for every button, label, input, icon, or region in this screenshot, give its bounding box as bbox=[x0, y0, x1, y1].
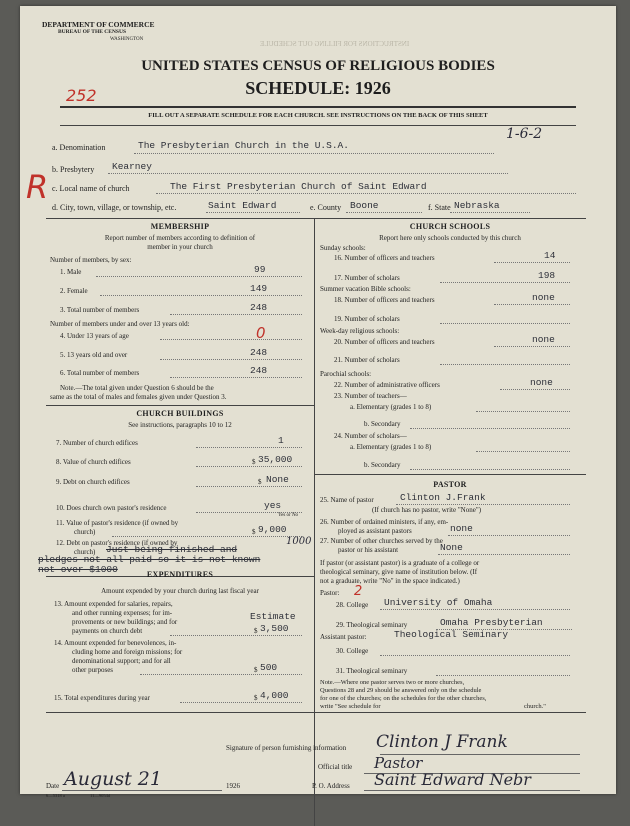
q19-label: 19. Number of scholars bbox=[334, 315, 400, 323]
expenditures-heading: EXPENDITURES bbox=[146, 570, 214, 579]
q23-label: 23. Number of teachers— bbox=[334, 392, 407, 400]
q13-line2: and other running expenses; for im- bbox=[72, 609, 173, 617]
schools-intro: Report here only schools conducted by this church bbox=[379, 234, 521, 242]
under13-label: 4. Under 13 years of age bbox=[60, 332, 129, 340]
bleed-through-text: INSTRUCTIONS FOR FILLING OUT SCHEDULE bbox=[260, 40, 410, 48]
q18-value: none bbox=[532, 292, 555, 303]
parochial-label: Parochial schools: bbox=[320, 370, 372, 378]
q13-line1: 13. Amount expended for salaries, repairs, bbox=[54, 600, 173, 608]
q27-line1: 27. Number of other churches served by the bbox=[320, 537, 443, 545]
summer-label: Summer vacation Bible schools: bbox=[320, 285, 411, 293]
membership-heading: MEMBERSHIP bbox=[150, 222, 210, 231]
form-number-2: 11—9054d bbox=[90, 793, 111, 798]
denomination-value: The Presbyterian Church in the U.S.A. bbox=[138, 140, 349, 151]
membership-intro2: member in your church bbox=[147, 243, 213, 251]
q26-line2: ployed as assistant pastors bbox=[338, 527, 412, 535]
pastor-red-mark: 2 bbox=[354, 584, 363, 599]
q10-label: 10. Does church own pastor's residence bbox=[56, 504, 167, 512]
q23a-label: a. Elementary (grades 1 to 8) bbox=[350, 403, 432, 411]
q12-note2: pledges not all paid so it is not known bbox=[38, 554, 261, 565]
q31-label: 31. Theological seminary bbox=[336, 667, 408, 675]
male-label: 1. Male bbox=[60, 268, 82, 276]
presbytery-value: Kearney bbox=[112, 161, 152, 172]
q23b-label: b. Secondary bbox=[364, 420, 401, 428]
q25-note: (If church has no pastor, write "None") bbox=[372, 506, 482, 514]
dept-label: DEPARTMENT OF COMMERCE bbox=[42, 20, 155, 29]
q11-dollar: $ bbox=[252, 528, 256, 536]
q10-value: yes bbox=[264, 500, 282, 511]
q14-line3: denominational support; and for all bbox=[72, 657, 171, 665]
over13-label: 5. 13 years old and over bbox=[60, 351, 128, 359]
weekday-label: Week-day religious schools: bbox=[320, 327, 400, 335]
official-title-value: Pastor bbox=[374, 754, 423, 772]
expenditures-sub: Amount expended by your church during last fiscal year bbox=[101, 587, 259, 595]
q20-label: 20. Number of officers and teachers bbox=[334, 338, 435, 346]
q12-label2: church) bbox=[74, 548, 96, 556]
address-label: P. O. Address bbox=[312, 782, 350, 790]
q12-label1: 12. Debt on pastor's residence (if owned by bbox=[56, 539, 178, 547]
official-title-label: Official title bbox=[318, 763, 353, 771]
q8-dollar: $ bbox=[252, 458, 256, 466]
q26-value: none bbox=[450, 523, 473, 534]
q20-value: none bbox=[532, 334, 555, 345]
q17-label: 17. Number of scholars bbox=[334, 274, 400, 282]
q14-value: 500 bbox=[260, 662, 278, 673]
county-label: e. County bbox=[310, 203, 342, 212]
under13-value: 0 bbox=[256, 324, 266, 342]
q7-label: 7. Number of church edifices bbox=[56, 439, 138, 447]
female-value: 149 bbox=[250, 283, 268, 294]
pastor-intro3: not a graduate, write "No" in the space indicated.) bbox=[320, 577, 460, 585]
form-title: UNITED STATES CENSUS OF RELIGIOUS BODIES bbox=[141, 58, 495, 74]
membership-note1: Note.—The total given under Question 6 should be the bbox=[60, 384, 214, 392]
signature-value: Clinton J Frank bbox=[376, 732, 508, 752]
membership-intro1: Report number of members according to definition of bbox=[104, 234, 256, 242]
buildings-sub: See instructions, paragraphs 10 to 12 bbox=[128, 421, 232, 429]
city-value: Saint Edward bbox=[208, 200, 277, 211]
q24b-label: b. Secondary bbox=[364, 461, 401, 469]
q13-line4: payments on church debt bbox=[72, 627, 143, 635]
presbytery-label: b. Presbytery bbox=[52, 165, 95, 174]
city-label: d. City, town, village, or township, etc. bbox=[52, 203, 177, 212]
red-number-annotation: 252 bbox=[66, 86, 97, 105]
city-label: WASHINGTON bbox=[110, 37, 144, 42]
year-printed: 1926 bbox=[226, 782, 240, 790]
schedule-title: SCHEDULE: 1926 bbox=[245, 78, 391, 98]
over13-value: 248 bbox=[250, 347, 268, 358]
q9-value: None bbox=[266, 474, 289, 485]
by-sex-label: Number of members, by sex: bbox=[50, 256, 132, 264]
q8-value: 35,000 bbox=[258, 454, 293, 465]
pastor-note3: for one of the churches; on the schedules for the other churches, bbox=[320, 695, 487, 702]
q13-value: 3,500 bbox=[260, 623, 289, 634]
q15-dollar: $ bbox=[254, 694, 258, 702]
q9-label: 9. Debt on church edifices bbox=[56, 478, 130, 486]
q15-label: 15. Total expenditures during year bbox=[54, 694, 150, 702]
q22-label: 22. Number of administrative officers bbox=[334, 381, 440, 389]
q14-dollar: $ bbox=[254, 666, 258, 674]
yes-no-hint: Yes or No bbox=[278, 513, 299, 518]
q13-line3: provements or new buildings; and for bbox=[72, 618, 178, 626]
code-annotation: 1-6-2 bbox=[506, 126, 543, 142]
q15-value: 4,000 bbox=[260, 690, 289, 701]
pastor-note4: write "See schedule for bbox=[320, 703, 381, 710]
q12-hand-value: 1000 bbox=[286, 536, 312, 547]
pastor-sub-label: Pastor: bbox=[320, 589, 340, 597]
pastor-note5: church." bbox=[524, 703, 546, 710]
form-number-1: 6—5318 a bbox=[46, 793, 65, 798]
q11-label1: 11. Value of pastor's residence (if owned by bbox=[56, 519, 179, 527]
census-schedule-page bbox=[20, 6, 616, 798]
pastor-intro2: theological seminary, give name of institution below. (If bbox=[320, 568, 478, 576]
signature-label: Signature of person furnishing information bbox=[226, 744, 347, 752]
q11-value: 9,000 bbox=[258, 524, 287, 535]
q9-dollar: $ bbox=[258, 478, 262, 486]
q14-line4: other purposes bbox=[72, 666, 114, 674]
red-letter-annotation: R bbox=[26, 168, 49, 206]
q25-label: 25. Name of pastor bbox=[320, 496, 374, 504]
q16-label: 16. Number of officers and teachers bbox=[334, 254, 435, 262]
county-value: Boone bbox=[350, 200, 379, 211]
age-intro: Number of members under and over 13 years old: bbox=[50, 320, 190, 328]
bureau-label: BUREAU OF THE CENSUS bbox=[58, 29, 127, 35]
sunday-label: Sunday schools: bbox=[320, 244, 366, 252]
q7-value: 1 bbox=[278, 435, 284, 446]
local-name-value: The First Presbyterian Church of Saint Edward bbox=[170, 181, 427, 192]
pastor-note1: Note.—Where one pastor serves two or more churches, bbox=[320, 679, 465, 686]
q11-label2: church) bbox=[74, 528, 96, 536]
pastor-intro1: If pastor (or assistant pastor) is a graduate of a college or bbox=[320, 559, 480, 567]
q28-label: 28. College bbox=[336, 601, 369, 609]
male-value: 99 bbox=[254, 264, 266, 275]
q14-line1: 14. Amount expended for benevolences, in- bbox=[54, 639, 177, 647]
total2-value: 248 bbox=[250, 365, 268, 376]
schools-heading: CHURCH SCHOOLS bbox=[409, 222, 491, 231]
q30-label: 30. College bbox=[336, 647, 369, 655]
q24-label: 24. Number of scholars— bbox=[334, 432, 407, 440]
total2-label: 6. Total number of members bbox=[60, 369, 140, 377]
q29-value: Omaha Presbyterian bbox=[440, 617, 543, 628]
state-value: Nebraska bbox=[454, 200, 500, 211]
q21-label: 21. Number of scholars bbox=[334, 356, 400, 364]
q13-dollar: $ bbox=[254, 627, 258, 635]
q22-value: none bbox=[530, 377, 553, 388]
q18-label: 18. Number of officers and teachers bbox=[334, 296, 435, 304]
q28-value: University of Omaha bbox=[384, 597, 493, 608]
pastor-heading: PASTOR bbox=[433, 480, 467, 489]
state-label: f. State bbox=[428, 203, 451, 212]
membership-note2: same as the total of males and females given under Question 3. bbox=[50, 393, 227, 401]
q14-line2: cluding home and foreign missions; for bbox=[72, 648, 183, 656]
denomination-label: a. Denomination bbox=[52, 143, 106, 152]
date-label: Date bbox=[46, 782, 60, 790]
q17-value: 198 bbox=[538, 270, 556, 281]
q12-note1: Just being finished and bbox=[106, 544, 238, 555]
address-value: Saint Edward Nebr bbox=[374, 770, 531, 789]
assistant-value: Theological Seminary bbox=[394, 629, 509, 640]
pastor-note2: Questions 28 and 29 should be answered only on the schedule bbox=[320, 687, 482, 694]
q16-value: 14 bbox=[544, 250, 556, 261]
total-members-label: 3. Total number of members bbox=[60, 306, 140, 314]
female-label: 2. Female bbox=[60, 287, 88, 295]
assistant-label: Assistant pastor: bbox=[320, 633, 367, 641]
q26-line1: 26. Number of ordained ministers, if any, em- bbox=[320, 518, 449, 526]
date-value: August 21 bbox=[64, 768, 162, 790]
instruction-line: FILL OUT A SEPARATE SCHEDULE FOR EACH CHURCH. SEE INSTRUCTIONS ON THE BACK OF THIS SHEET bbox=[148, 112, 488, 119]
q12-note3: not over $1000 bbox=[38, 564, 118, 575]
buildings-heading: CHURCH BUILDINGS bbox=[136, 409, 224, 418]
q27-line2: pastor or his assistant bbox=[338, 546, 399, 554]
q8-label: 8. Value of church edifices bbox=[56, 458, 131, 466]
q13-note: Estimate bbox=[250, 611, 296, 622]
local-name-label: c. Local name of church bbox=[52, 184, 130, 193]
q25-value: Clinton J.Frank bbox=[400, 492, 486, 503]
q29-label: 29. Theological seminary bbox=[336, 621, 408, 629]
total-members-value: 248 bbox=[250, 302, 268, 313]
q24a-label: a. Elementary (grades 1 to 8) bbox=[350, 443, 432, 451]
q27-value: None bbox=[440, 542, 463, 553]
